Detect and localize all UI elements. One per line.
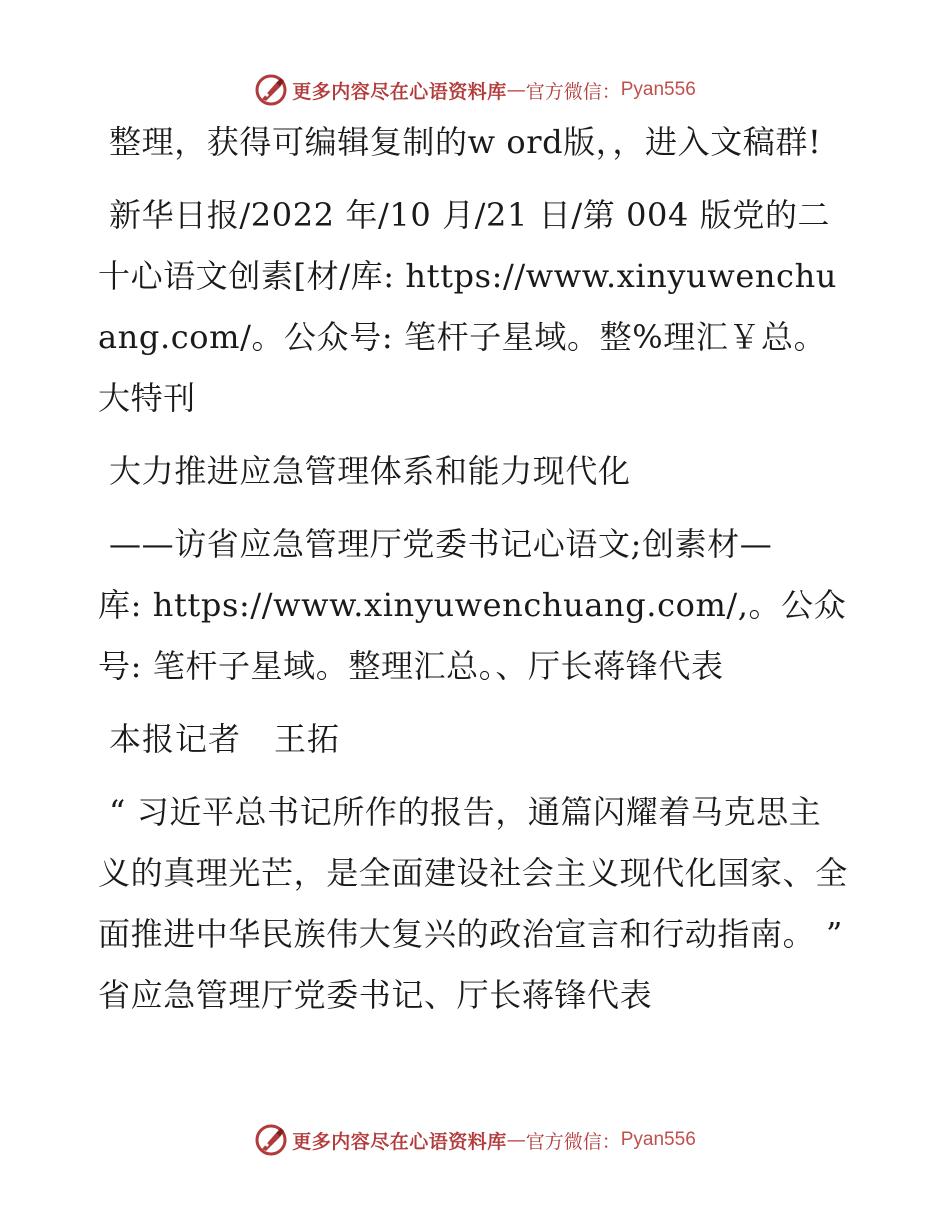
body-paragraph: “ 习近平总书记所作的报告，通篇闪耀着马克思主义的真理光芒，是全面建设社会主义现代化国家、全面推进中华民族伟大复兴的政治宣言和行动指南。 ” 省应急管理厅党委书记、厅长蒋锋代表	[98, 793, 848, 1014]
watermark-wechat-label: 官方微信：	[525, 1130, 621, 1153]
document-body	[98, 112, 850, 1038]
watermark-separator: —	[506, 1129, 526, 1151]
article-subtitle-line1: ——访省应急管理厅党委书记心语文;创素材—	[109, 525, 773, 563]
watermark-header	[0, 70, 950, 110]
source-paragraph: 新华日报/2022 年/10 月/21 日/第 004 版党的二十心语文创素[材/库: https://www.xinyuwenchuang.com/。公众号: 笔杆子星域。整%理汇￥总。大特刊	[98, 196, 838, 417]
article-title: 大力推进应急管理体系和能力现代化	[109, 452, 631, 490]
watermark-wechat-id: Pyan556	[620, 79, 696, 100]
byline: 本报记者 王拓	[109, 720, 341, 758]
watermark-site-name: 更多内容尽在心语资料库	[292, 1130, 507, 1153]
article-subtitle-rest: 库: https://www.xinyuwenchuang.com/,。公众号: 笔杆子星域。整理汇总。、厅长蒋锋代表	[98, 586, 847, 685]
watermark-footer	[0, 1120, 950, 1160]
watermark-site-name: 更多内容尽在心语资料库	[292, 80, 507, 103]
watermark-separator: —	[506, 79, 526, 101]
watermark-wechat-label: 官方微信：	[525, 80, 621, 103]
watermark-wechat-id: Pyan556	[620, 1129, 696, 1150]
pen-nib-logo-icon	[254, 73, 288, 107]
intro-paragraph: 整理，获得可编辑复制的w ord版，，进入文稿群!	[109, 123, 822, 161]
pen-nib-logo-icon	[254, 1123, 288, 1157]
